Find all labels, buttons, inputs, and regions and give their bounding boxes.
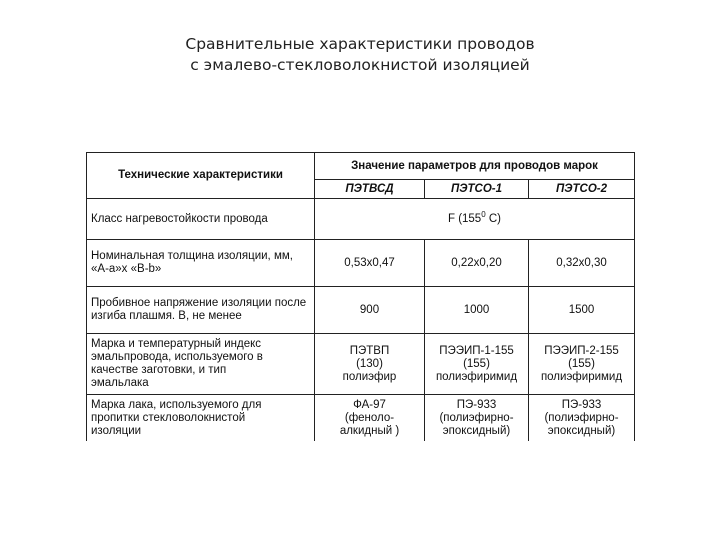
- header-characteristics: Технические характеристики: [87, 153, 315, 199]
- cell-varnish-1: [315, 395, 425, 442]
- value-line: ПЭ-933: [561, 398, 602, 411]
- label-line: изоляции: [91, 424, 142, 437]
- label-line: эмальлака: [91, 377, 149, 389]
- cell-varnish-2: [425, 395, 529, 442]
- cell-thickness-3: 0,32х0,30: [529, 240, 635, 287]
- label-line: качестве заготовки, и тип: [91, 364, 227, 376]
- heat-class-text: F (155: [447, 212, 482, 225]
- value-line: (полиэфирно-: [439, 411, 514, 424]
- value-line: (феноло-: [344, 411, 395, 424]
- value-line: ПЭЭИП-1-155: [439, 344, 514, 357]
- cell-voltage-3: 1500: [529, 287, 635, 334]
- cell-heat-class-value: [315, 199, 635, 240]
- cell-voltage-2: 1000: [425, 287, 529, 334]
- value-line: (155): [568, 357, 595, 370]
- row-label-heat-class: Класс нагревостойкости провода: [87, 199, 315, 240]
- table-header-row: [87, 153, 635, 180]
- label-line: эмальпровода, используемого в: [91, 351, 263, 363]
- cell-voltage-1: 900: [315, 287, 425, 334]
- value-line: ПЭ-933: [456, 398, 497, 411]
- value-line: полиэфиримид: [540, 370, 623, 383]
- value-line: полиэфиримид: [435, 370, 518, 383]
- value-line: (155): [463, 357, 490, 370]
- label-line: пропитки стекловолокнистой: [91, 411, 246, 424]
- cell-enamel-wire-3: [529, 334, 635, 395]
- heat-class-tail: С): [485, 212, 502, 225]
- value-line: (полиэфирно-: [544, 411, 619, 424]
- value-line: ПЭЭИП-2-155: [544, 344, 619, 357]
- value-line: эпоксидный): [547, 424, 616, 437]
- header-params-group: Значение параметров для проводов марок: [315, 153, 635, 180]
- value-line: эпоксидный): [442, 424, 511, 437]
- cell-thickness-2: 0,22х0,20: [425, 240, 529, 287]
- cell-enamel-wire-1: [315, 334, 425, 395]
- value-line: (130): [356, 357, 383, 370]
- degree-sup: 0: [481, 209, 486, 219]
- header-brand-1: ПЭТВСД: [315, 180, 425, 199]
- value-line: алкидный ): [339, 424, 400, 437]
- table-row: [87, 240, 635, 287]
- header-brand-2: ПЭТСО-1: [425, 180, 529, 199]
- table-row: [87, 287, 635, 334]
- label-line: Марка и температурный индекс: [91, 338, 262, 350]
- characteristics-table: [86, 152, 635, 441]
- table-row: [87, 334, 635, 395]
- label-line: Марка лака, используемого для: [91, 398, 262, 411]
- slide-title: [0, 34, 720, 76]
- row-label-breakdown-voltage: Пробивное напряжение изоляции после изгиба плашмя. В, не менее: [87, 287, 315, 334]
- value-line: ФА-97: [353, 398, 386, 411]
- header-brand-3: ПЭТСО-2: [529, 180, 635, 199]
- table-row: [87, 395, 635, 442]
- value-line: полиэфир: [342, 370, 397, 383]
- cell-enamel-wire-2: [425, 334, 529, 395]
- cell-varnish-3: [529, 395, 635, 442]
- title-line-2: с эмалево-стекловолокнистой изоляцией: [190, 56, 530, 74]
- table-row: [87, 199, 635, 240]
- row-label-enamel-wire: [87, 334, 315, 395]
- row-label-varnish: [87, 395, 315, 442]
- cell-thickness-1: 0,53х0,47: [315, 240, 425, 287]
- title-line-1: Сравнительные характеристики проводов: [185, 35, 535, 53]
- row-label-thickness: Номинальная толщина изоляции, мм, «А-а»х «В-b»: [87, 240, 315, 287]
- value-line: ПЭТВП: [349, 344, 390, 357]
